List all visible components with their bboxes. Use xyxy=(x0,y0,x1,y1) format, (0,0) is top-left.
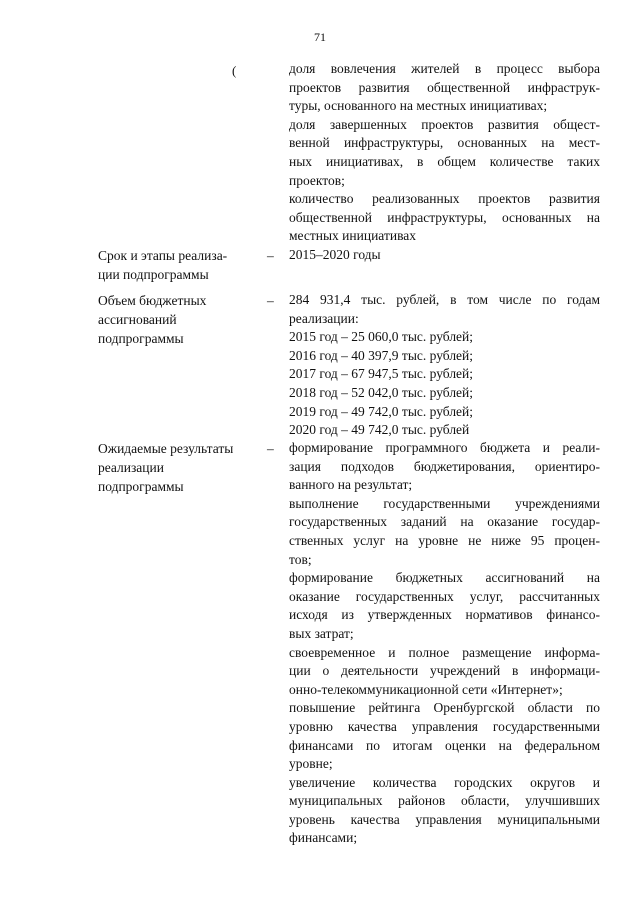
content-line: 284 931,4 тыс. рублей, в том числе по годам xyxy=(289,292,600,307)
label-line: Объем бюджетных xyxy=(98,293,207,308)
content-line: вых затрат; xyxy=(289,625,354,641)
content-line: 2018 год – 52 042,0 тыс. рублей; xyxy=(289,384,474,400)
content-line: 2016 год – 40 397,9 тыс. рублей; xyxy=(289,347,474,363)
content-line: своевременное и полное размещение информа- xyxy=(289,644,600,660)
content-line: государственных заданий на оказание государ- xyxy=(289,514,600,530)
content-line: выполнение государственными учреждениями xyxy=(289,495,600,511)
content-line: проектов; xyxy=(289,172,345,188)
page-number: 71 xyxy=(314,30,326,44)
content-line: ванного на результат; xyxy=(289,477,413,493)
content-line: ственных услуг на уровне не ниже 95 процен- xyxy=(289,532,600,548)
content-line: финансами по итогам оценки на федеральном xyxy=(289,737,600,753)
content-line: уровне; xyxy=(289,756,333,772)
row-dash: – xyxy=(267,248,274,263)
content-line: доля вовлечения жителей в процесс выбора xyxy=(289,61,600,76)
content-line: местных инициативах xyxy=(289,228,417,244)
content-line: 2015 год – 25 060,0 тыс. рублей; xyxy=(289,329,474,345)
label-line: реализации xyxy=(98,460,164,475)
row-label xyxy=(98,246,258,284)
content-line: 2019 год – 49 742,0 тыс. рублей; xyxy=(289,403,474,419)
content-line: исходя из утвержденных нормативов финансо- xyxy=(289,607,600,623)
content-line: увеличение количества городских округов и xyxy=(289,774,600,790)
label-line: ции подпрограммы xyxy=(98,267,209,282)
content-line: онно-телекоммуникационной сети «Интернет»; xyxy=(289,681,563,697)
content-line: финансами; xyxy=(289,830,358,846)
content-line: туры, основанного на местных инициативах; xyxy=(289,98,548,114)
row-content xyxy=(289,439,600,848)
row-dash: – xyxy=(267,441,274,456)
label-line: Срок и этапы реализа- xyxy=(98,248,228,263)
content-line: ных инициативах, в общем количестве таких xyxy=(289,153,600,169)
row-content xyxy=(289,60,600,246)
content-line: доля завершенных проектов развития общест- xyxy=(289,116,600,132)
row-label xyxy=(98,291,258,348)
content-line: уровню качества управления государственными xyxy=(289,718,600,734)
content-line: 2015–2020 годы xyxy=(289,247,381,262)
label-line: подпрограммы xyxy=(98,479,184,494)
content-line: 2017 год – 67 947,5 тыс. рублей; xyxy=(289,366,474,382)
content-line: формирование бюджетных ассигнований на xyxy=(289,570,600,586)
content-line: общественной инфраструктуры, основанных на xyxy=(289,209,600,225)
content-line: 2020 год – 49 742,0 тыс. рублей xyxy=(289,422,470,438)
content-line: оказание государственных услуг, рассчитанных xyxy=(289,588,600,604)
content-line: муниципальных районов области, улучшивших xyxy=(289,793,600,809)
content-line: реализации: xyxy=(289,310,359,326)
label-line: Ожидаемые результаты xyxy=(98,441,234,456)
label-line: подпрограммы xyxy=(98,331,184,346)
row-content xyxy=(289,246,600,265)
content-line: количество реализованных проектов развития xyxy=(289,191,600,207)
content-line: повышение рейтинга Оренбургской области по xyxy=(289,700,600,716)
content-line: проектов развития общественной инфраструк- xyxy=(289,79,600,95)
content-line: уровень качества управления муниципальными xyxy=(289,811,600,827)
content-line: формирование программного бюджета и реали- xyxy=(289,440,600,455)
row-label xyxy=(98,439,258,496)
content-line: венной инфраструктуры, основанных на мест- xyxy=(289,135,600,151)
content-line: тов; xyxy=(289,551,312,567)
content-line: зация подходов бюджетирования, ориентиро- xyxy=(289,458,600,474)
content-line: ции о деятельности учреждений в информаци- xyxy=(289,663,600,679)
label-line: ассигнований xyxy=(98,312,177,327)
row-dash: – xyxy=(267,293,274,308)
stray-mark: ( xyxy=(232,63,237,78)
row-content xyxy=(289,291,600,440)
